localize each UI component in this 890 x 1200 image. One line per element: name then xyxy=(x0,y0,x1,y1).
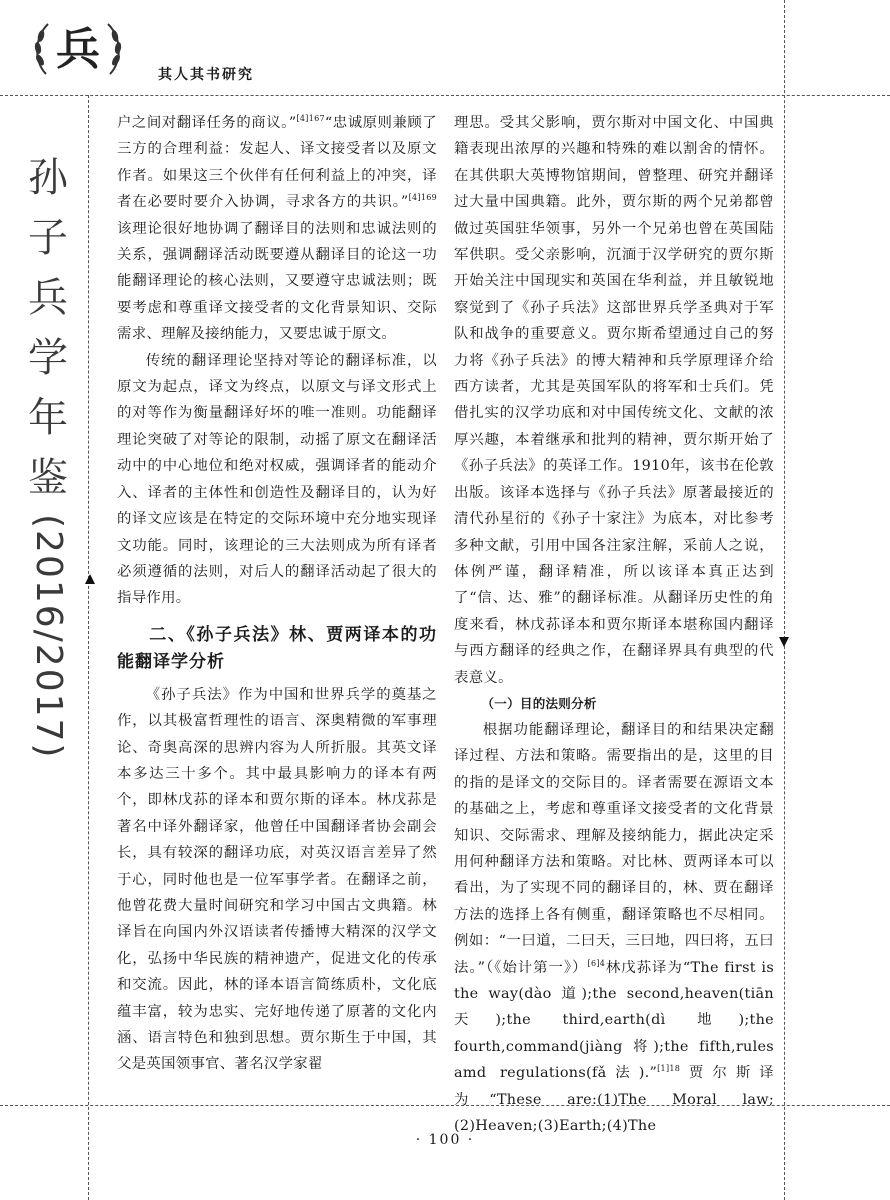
subsection-heading: （一）目的法则分析 xyxy=(481,695,597,711)
side-title-char: 孙 xyxy=(28,155,68,201)
side-title xyxy=(18,148,78,759)
paragraph: 户之间对翻译任务的商议。”$^{[4]167}$“忠诚原则兼顾了三方的合理利益：发起人、译文接受者以及原文作者。如果这三个伙伴有任何利益上的冲突，译者在必要时要介入协调，寻求各方的共识。”$^{[4]169}$该理论很好地协调了翻译目的法则和忠诚法则的关系，强调翻译活动既要遵从翻译目的论这一功能翻译理论的核心法则，又要遵守忠诚法则；既要考虑和尊重译文接受者的文化背景知识、交际需求、理解及接纳能力，又要忠诚于原文。 xyxy=(117,114,437,343)
up-triangle-marker-icon xyxy=(85,574,95,584)
left-margin-rule xyxy=(88,95,89,1200)
side-title-char: 年 xyxy=(28,395,68,441)
citation: [1]18 xyxy=(657,1064,681,1074)
paragraph: 传统的翻译理论坚持对等论的翻译标准，以原文为起点，译文为终点，以原文与译文形式上的对等作为衡量翻译好坏的唯一准则。功能翻译理论突破了对等论的限制，动摇了原文在翻译活动中的中心地位和绝对权威，强调译者的能动介入、译者的主体性和创造性及翻译目的，认为好的译文应该是在特定的交际环境中充分地实现译文功能。同时，该理论的三大法则成为所有译者必须遵循的法则，对后人的翻译活动起了很大的指导作用。 xyxy=(117,352,437,607)
down-triangle-marker-icon xyxy=(779,637,789,647)
side-title-char: 兵 xyxy=(28,275,68,321)
citation: [4]167 xyxy=(296,114,325,124)
header-rule xyxy=(0,95,890,96)
citation: [6]4 xyxy=(587,958,606,968)
right-column xyxy=(454,110,774,1139)
side-title-char: 鉴 xyxy=(28,455,68,501)
section-heading: 二、《孙子兵法》林、贾两译本的功能翻译学分析 xyxy=(117,624,437,672)
side-title-year: (2016/2017) xyxy=(28,514,69,760)
side-title-char: 子 xyxy=(28,215,68,261)
paragraph: 理思。受其父影响，贾尔斯对中国文化、中国典籍表现出浓厚的兴趣和特殊的难以割舍的情怀。在其供职大英博物馆期间，曾整理、研究并翻译过大量中国典籍。此外，贾尔斯的两个兄弟都曾做过英国驻华领事，另外一个兄弟也曾在英国陆军供职。受父亲影响，沉湎于汉学研究的贾尔斯开始关注中国现实和英国在华利益，并且敏锐地察觉到了《孙子兵法》这部世界兵学圣典对于军队和战争的重要意义。贾尔斯希望通过自己的努力将《孙子兵法》的博大精神和兵学原理译介给西方读者，尤其是英国军队的将军和士兵们。凭借扎实的汉学功底和对中国传统文化、文献的浓厚兴趣，本着继承和批判的精神，贾尔斯开始了《孙子兵法》的英译工作。1910年，该书在伦敦出版。该译本选择与《孙子兵法》原著最接近的清代孙星衍的《孙子十家注》为底本，对比参考多种文献，引用中国各注家注解，采前人之说，体例严谨，翻译精准，所以该译本真正达到了“信、达、雅”的翻译标准。从翻译历史性的角度来看，林戊荪译本和贾尔斯译本堪称国内翻译与西方翻译的经典之作，在翻译界具有典型的代表意义。 xyxy=(454,115,774,686)
logo-glyph: 兵 xyxy=(56,24,100,75)
page-number: · 100 · xyxy=(415,1132,475,1148)
wreath-logo-icon xyxy=(28,14,128,80)
side-title-char: 学 xyxy=(28,335,68,381)
paragraph: 《孙子兵法》作为中国和世界兵学的奠基之作，以其极富哲理性的语言、深奥精微的军事理论、奇奥高深的思辨内容为人所折服。其英文译本多达三十多个。其中最具影响力的译本有两个，即林戊荪的译本和贾尔斯的译本。林戊荪是著名中译外翻译家，他曾任中国翻译者协会副会长，具有较深的翻译功底，对英汉语言差异了然于心，同时他也是一位军事学者。在翻译之前，他曾花费大量时间研究和学习中国古文典籍。林译旨在向国内外汉语读者传播博大精深的汉学文化，弘扬中华民族的精神遗产，促进文化的传承和交流。因此，林的译本语言简练质朴，文化底蕴丰富，较为忠实、完好地传递了原著的文化内涵、语言特色和独到思想。贾尔斯生于中国，其父是英国领事官、著名汉学家翟 xyxy=(117,686,437,1073)
left-column xyxy=(117,110,437,1078)
citation: [4]169 xyxy=(408,193,437,203)
right-margin-rule xyxy=(784,0,785,1200)
running-head: 其人其书研究 xyxy=(158,67,254,83)
paragraph: 根据功能翻译理论，翻译目的和结果决定翻译过程、方法和策略。需要指出的是，这里的目的指的是译文的交际目的。译者需要在源语文本的基础之上，考虑和尊重译文接受者的文化背景知识、交际需求、理解及接纳能力，据此决定采用何种翻译方法和策略。对比林、贾两译本可以看出，为了实现不同的翻译目的，林、贾在翻译方法的选择上各有侧重，翻译策略也不尽相同。例如：“一曰道，二曰天，三曰地，四曰将，五曰法。”（《始计第一》）$^{[6]4}$林戊荪译为“The first is the way(dào 道);the second,heaven(tiān天);the third,earth(dì 地);the fourth,command(jiàng 将);the fifth,rules amd regulations(fǎ法).”$^{[1]18}$贾尔斯译为“These are:(1)The Moral law;(2)Heaven;(3)Earth;(4)The xyxy=(454,721,774,1135)
